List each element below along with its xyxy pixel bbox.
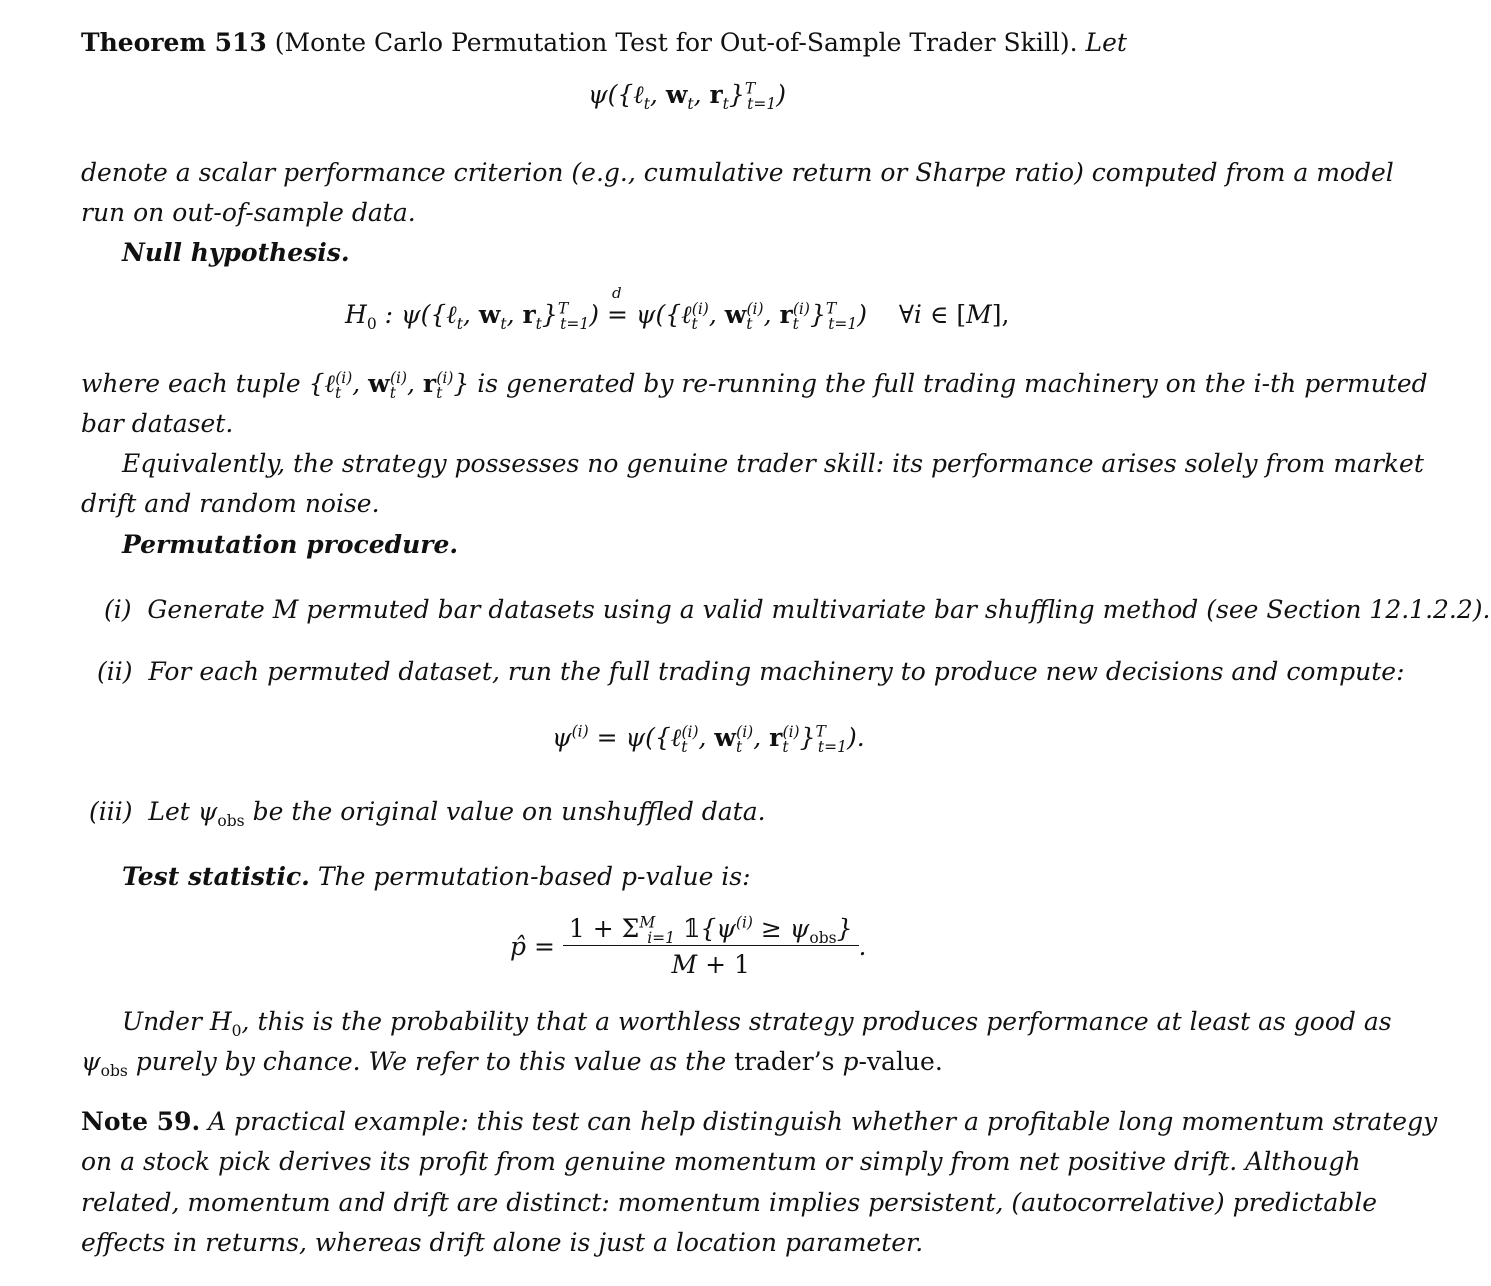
note-line: related, momentum and drift are distinct: momentum implies persistent, (autocorrelative) predictable [81,1188,1378,1217]
equation-psi-i: $\psi^{(i)}$ = ψ({ℓ$_t^{(i)}$, $w_t^{(i)}$, $r_t^{(i)}\}^T_{t=1}$). [552,722,865,756]
p4-text-roman: -value. [858,1047,943,1076]
paragraph-line: drift and random noise. [81,489,380,518]
note-line: on a stock pick derives its profit from genuine momentum or simply from net positive drift. Although [81,1147,1361,1176]
equation-psi: ψ({ℓ$_t$, $w_t$, $r_t\}^T_{t=1}$) [588,79,787,113]
p2-text: -th permuted [1261,369,1428,398]
step-text: permuted bar datasets using a valid multivariate bar shuffling method (see Section 12.1.2.2). [306,595,1491,624]
note-line: effects in returns, whereas drift alone is just a location parameter. [81,1228,924,1257]
paragraph-line: Equivalently, the strategy possesses no genuine trader skill: its performance arises solely from market [122,449,1424,478]
step-text: For each permuted dataset, run the full trading machinery to produce new decisions and compute: [148,657,1405,686]
p4-text: , this is the probability that a worthless strategy produces performance at least as good as [241,1007,1392,1036]
step-text: be the original value on unshuffled data. [252,797,766,826]
paragraph-line: $\psi_{obs}$ purely by chance. We refer to this value as the trader’s p-value. [81,1047,943,1080]
step-number: (i) [104,595,132,624]
test-statistic-line [122,864,751,889]
equation-pvalue: p̂ = $\frac{1 + \Sigma^M_{i=1} 𝟙\{\psi^{(i)} \ge \psi_{obs}\}}{M + 1}$ . [510,913,867,979]
paragraph-line [81,368,1428,402]
theorem-lead: Let [1085,28,1127,57]
p4-text: Under [122,1007,202,1036]
null-hypothesis-heading: Null hypothesis. [122,238,350,267]
test-statistic-text: The permutation-based p-value is: [317,862,751,891]
index-i: i [1253,369,1262,398]
permutation-procedure-heading: Permutation procedure. [122,530,459,559]
theorem-header [81,30,1303,55]
step-item: (i) Generate M permuted bar datasets using a valid multivariate bar shuffling method (see Section 12.1.2.2). [104,595,1491,624]
paragraph-line: run on out-of-sample data. [81,198,416,227]
step-number: (ii) [97,657,133,686]
paragraph-line: denote a scalar performance criterion (e.g., cumulative return or Sharpe ratio) computed from a model [81,158,1394,187]
note-line [81,1107,1438,1136]
tuple-math: {ℓ$_t^{(i)}$, $w_t^{(i)}$, $r_t^{(i)}$} [308,368,470,402]
note-text: A practical example: this test can help distinguish whether a profitable long momentum strategy [208,1107,1438,1136]
p4-p: p [842,1047,859,1076]
pvalue-fraction: $\frac{1 + \Sigma^M_{i=1} 𝟙\{\psi^{(i)} \ge \psi_{obs}\}}{M + 1}$ [563,916,859,977]
test-statistic-heading: Test statistic. [122,862,310,891]
step-item: (iii) Let $\psi_{obs}$ be the original value on unshuffled data. [89,797,766,830]
step-text: Let [148,797,190,826]
step-number: (iii) [89,797,133,826]
theorem-label: Theorem 513 [81,28,267,57]
theorem-title: (Monte Carlo Permutation Test for Out-of-Sample Trader Skill). [274,28,1078,57]
p4-text: purely by chance. We refer to this value as the [135,1047,727,1076]
step-text: Generate [147,595,265,624]
equation-h0: $H_0$ : ψ({ℓ$_t$, $w_t$, $r_t\}^T_{t=1}$) = d ψ({ℓ$_t^{(i)}$, $w_t^{(i)}$, $r_t^{(i)}\}^T_{t=1}$) ∀i ∈ [M], [345,284,1010,333]
paragraph-line: bar dataset. [81,409,234,438]
p2-text: where each tuple [81,369,301,398]
p4-text-roman: trader’s [734,1047,835,1076]
paragraph-line: Under $H_0$, this is the probability that a worthless strategy produces performance at least as good as [122,1007,1392,1040]
step-item [97,659,1405,684]
p2-text: is generated by re-running the full trading machinery on the [477,369,1246,398]
note-label: Note 59. [81,1107,201,1136]
